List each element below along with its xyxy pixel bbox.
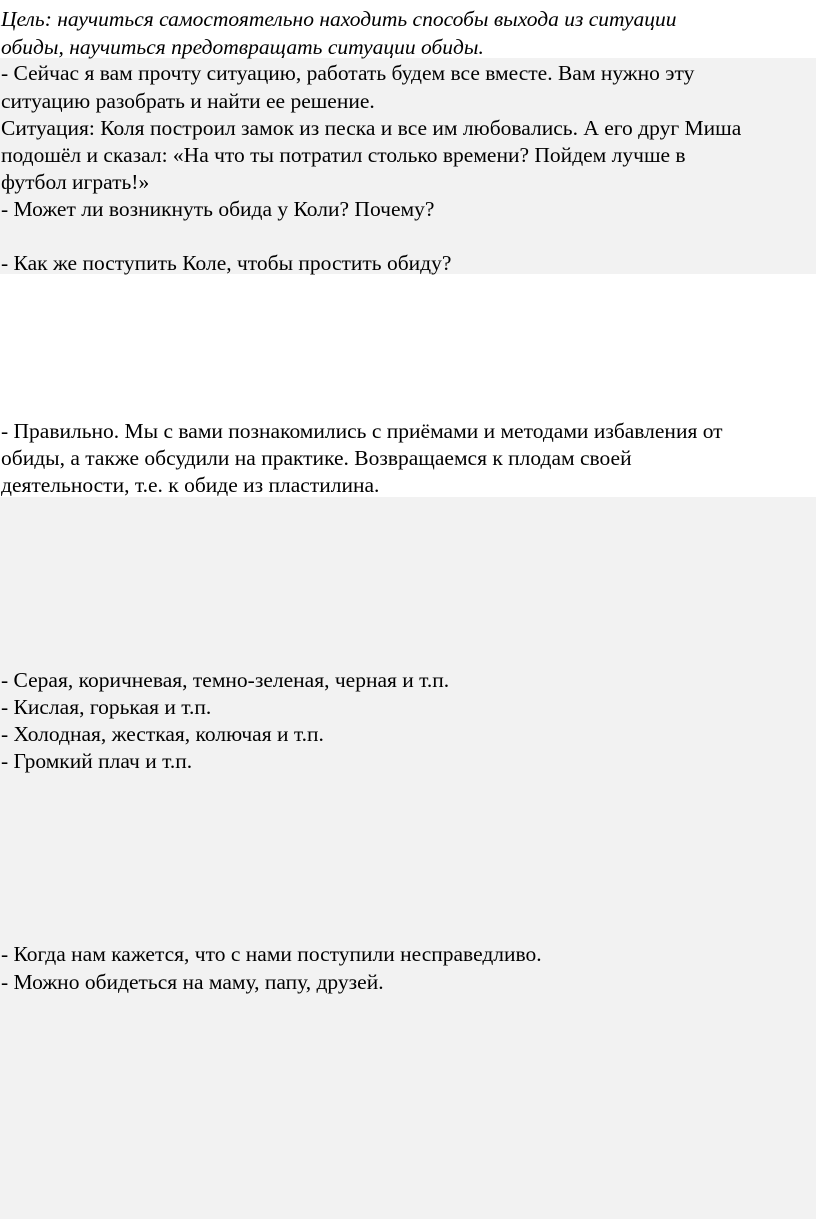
correct-line-2: обиды, а также обсудили на практике. Возвращаемся к плодам своей [1,446,632,470]
answer-line-2: - Кислая, горькая и т.п. [1,695,212,719]
shaded-band-lower [0,497,816,1219]
situation-line-5: футбол играть!» [1,170,150,194]
when-line-1: - Когда нам кажется, что с нами поступили несправедливо. [1,942,542,966]
situation-line-3: Ситуация: Коля построил замок из песка и все им любовались. А его друг Миша [1,116,742,140]
situation-line-1: - Сейчас я вам прочту ситуацию, работать будем все вместе. Вам нужно эту [1,61,695,85]
answer-line-4: - Громкий плач и т.п. [1,749,193,773]
answer-line-1: - Серая, коричневая, темно-зеленая, черная и т.п. [1,668,450,692]
correct-line-1: - Правильно. Мы с вами познакомились с приёмами и методами избавления от [1,419,723,443]
correct-line-3: деятельности, т.е. к обиде из пластилина. [1,473,380,497]
goal-line-1: Цель: научиться самостоятельно находить способы выхода из ситуации [1,7,677,31]
when-line-2: - Можно обидеться на маму, папу, друзей. [1,970,384,994]
situation-line-2: ситуацию разобрать и найти ее решение. [1,89,375,113]
answer-line-3: - Холодная, жесткая, колючая и т.п. [1,722,324,746]
question-line-2: - Как же поступить Коле, чтобы простить обиду? [1,251,452,275]
goal-line-2: обиды, научиться предотвращать ситуации обиды. [1,35,484,59]
situation-line-4: подошёл и сказал: «На что ты потратил столько времени? Пойдем лучше в [1,143,686,167]
question-line-1: - Может ли возникнуть обида у Коли? Почему? [1,197,435,221]
